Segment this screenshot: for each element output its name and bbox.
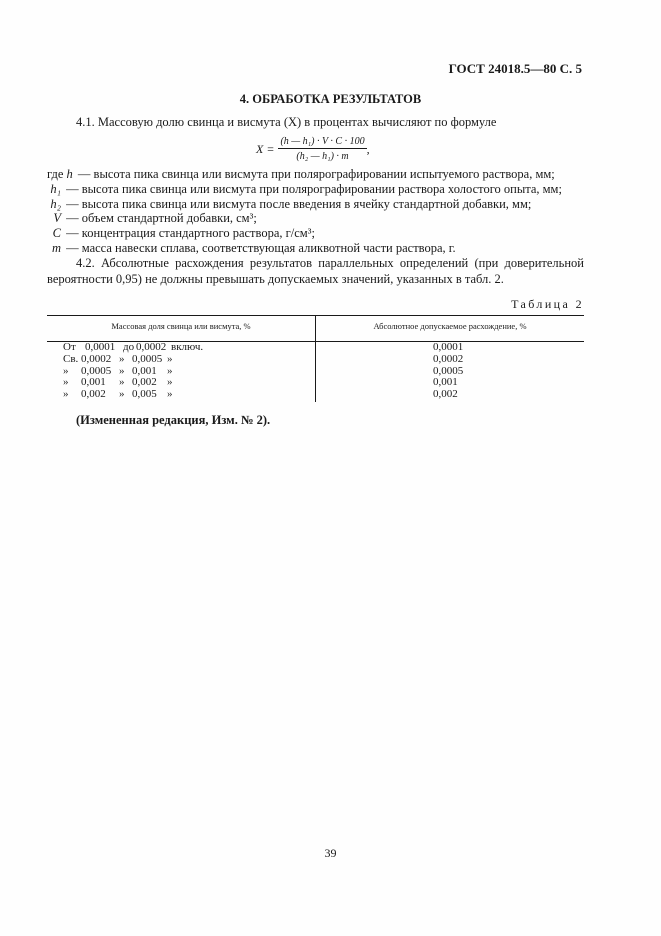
range-to: 0,0005 bbox=[132, 352, 163, 365]
range-prefix: От bbox=[63, 341, 76, 353]
table-cell-value: 0,002 bbox=[433, 388, 458, 401]
paragraph-4-2-line1: 4.2. Абсолютные расхождения результатов параллельных определений (при доверительной bbox=[76, 256, 584, 270]
formula bbox=[256, 132, 370, 166]
definition-text: — высота пика свинца или висмута при полярографировании раствора холостого опыта, мм; bbox=[63, 181, 562, 196]
page-header: ГОСТ 24018.5—80 С. 5 bbox=[448, 61, 582, 76]
definition-symbol: h₁ bbox=[50, 181, 61, 196]
range-sep: » bbox=[119, 388, 125, 401]
formula-numerator: (h — h₁) · V · C · 100 bbox=[280, 136, 365, 147]
definition-symbol: h₂ bbox=[50, 196, 61, 211]
section-title: 4. ОБРАБОТКА РЕЗУЛЬТАТОВ bbox=[239, 92, 422, 106]
amendment-note: (Измененная редакция, Изм. № 2). bbox=[76, 413, 271, 427]
paragraph-4-2 bbox=[47, 256, 584, 287]
page-number: 39 bbox=[324, 846, 337, 860]
definition-symbol: C bbox=[52, 226, 61, 241]
table-row bbox=[63, 354, 203, 366]
paragraph-4-1: 4.1. Массовую долю свинца и висмута (X) в процентах вычисляют по формуле bbox=[76, 115, 497, 129]
range-sep: » bbox=[119, 364, 125, 377]
range-sep: » bbox=[119, 376, 125, 389]
range-prefix: Св. bbox=[63, 352, 79, 365]
range-to: 0,001 bbox=[132, 364, 157, 377]
range-sep: до bbox=[123, 341, 135, 353]
table-cell-value: 0,001 bbox=[433, 376, 458, 389]
definition-row bbox=[47, 182, 562, 197]
range-prefix: » bbox=[63, 364, 69, 377]
range-from: 0,0005 bbox=[81, 364, 112, 377]
range-suffix: включ. bbox=[171, 341, 204, 353]
range-from: 0,0001 bbox=[85, 341, 116, 353]
range-suffix: » bbox=[167, 364, 173, 377]
range-to: 0,0002 bbox=[136, 341, 167, 353]
range-prefix: » bbox=[63, 388, 69, 401]
definition-prefix: где bbox=[47, 167, 67, 181]
formula-denominator: (h₂ — h₁) · m bbox=[296, 151, 349, 162]
table-caption: Таблица 2 bbox=[511, 297, 584, 311]
table-row bbox=[63, 389, 203, 401]
range-sep: » bbox=[119, 352, 125, 365]
definition-row bbox=[47, 167, 562, 182]
definition-symbol: V bbox=[53, 211, 61, 226]
formula-fraction bbox=[278, 136, 366, 162]
formula-lhs: X = bbox=[256, 141, 275, 156]
range-suffix: » bbox=[167, 376, 173, 389]
definition-row bbox=[47, 226, 562, 241]
definition-text: — высота пика свинца или висмута при полярографировании испытуемого раствора, мм; bbox=[74, 167, 555, 181]
range-from: 0,002 bbox=[81, 388, 106, 401]
definition-symbol: h bbox=[66, 167, 73, 181]
definition-row bbox=[47, 211, 562, 226]
definition-text: — концентрация стандартного раствора, г/см³; bbox=[63, 226, 315, 241]
range-to: 0,002 bbox=[132, 376, 157, 389]
range-from: 0,001 bbox=[81, 376, 106, 389]
definition-text: — масса навески сплава, соответствующая аликвотной части раствора, г. bbox=[63, 240, 456, 255]
definition-row bbox=[47, 197, 562, 212]
table-cell-value: 0,0001 bbox=[433, 341, 464, 353]
range-from: 0,0002 bbox=[81, 352, 112, 365]
paragraph-4-2-line2: вероятности 0,95) не должны превышать допускаемых значений, указанных в табл. 2. bbox=[47, 271, 504, 286]
range-suffix: » bbox=[167, 388, 173, 401]
table-column-ranges bbox=[63, 342, 203, 401]
definition-text: — объем стандартной добавки, см³; bbox=[63, 211, 257, 226]
table-cell-value: 0,0002 bbox=[433, 352, 464, 365]
definition-symbol: m bbox=[51, 240, 61, 255]
range-prefix: » bbox=[63, 376, 69, 389]
table-column-values bbox=[433, 342, 463, 401]
definition-text: — высота пика свинца или висмута после введения в ячейку стандартной добавки, мм; bbox=[63, 196, 532, 211]
table-cell-value: 0,0005 bbox=[433, 364, 464, 377]
definition-row bbox=[47, 241, 562, 256]
formula-tail: , bbox=[366, 141, 370, 156]
definitions-list bbox=[47, 167, 562, 256]
range-suffix: » bbox=[167, 352, 173, 365]
range-to: 0,005 bbox=[132, 388, 157, 401]
table-header-allowed-deviation: Абсолютное допускаемое расхождение, % bbox=[373, 321, 527, 331]
table-header-mass-fraction: Массовая доля свинца или висмута, % bbox=[111, 321, 251, 331]
